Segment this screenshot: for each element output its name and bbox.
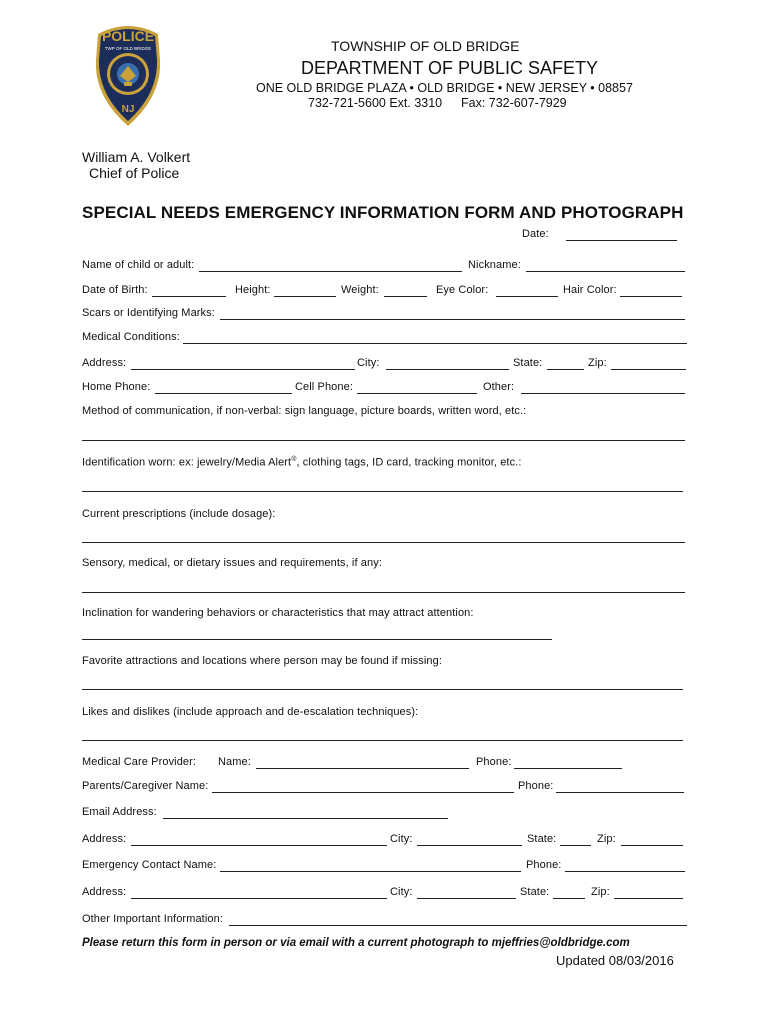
chief-name: William A. Volkert bbox=[82, 149, 191, 165]
address-2-field[interactable] bbox=[131, 845, 387, 846]
police-badge-logo bbox=[92, 20, 164, 128]
prescriptions-field[interactable] bbox=[82, 542, 685, 543]
state-2-field[interactable] bbox=[560, 845, 591, 846]
dob-field[interactable] bbox=[152, 296, 226, 297]
parents-field[interactable] bbox=[212, 792, 514, 793]
home-phone-field[interactable] bbox=[155, 393, 292, 394]
cell-phone-field[interactable] bbox=[357, 393, 477, 394]
date-label: Date: bbox=[522, 228, 549, 240]
zip-2-label: Zip: bbox=[597, 833, 616, 845]
prescriptions-label: Current prescriptions (include dosage): bbox=[82, 508, 276, 520]
parents-phone-label: Phone: bbox=[518, 780, 554, 792]
emergency-contact-label: Emergency Contact Name: bbox=[82, 859, 217, 871]
emergency-phone-field[interactable] bbox=[565, 871, 685, 872]
date-field[interactable] bbox=[566, 240, 677, 241]
address-2-label: Address: bbox=[82, 833, 127, 845]
zip-3-label: Zip: bbox=[591, 886, 610, 898]
zip-field[interactable] bbox=[611, 369, 686, 370]
nickname-label: Nickname: bbox=[468, 259, 521, 271]
address-field[interactable] bbox=[131, 369, 355, 370]
department-text: DEPARTMENT OF PUBLIC SAFETY bbox=[301, 58, 599, 78]
zip-2-field[interactable] bbox=[621, 845, 683, 846]
zip-3-field[interactable] bbox=[614, 898, 683, 899]
provider-phone-field[interactable] bbox=[514, 768, 622, 769]
email-label: Email Address: bbox=[82, 806, 157, 818]
badge-ring-text: TWP OF OLD BRIDGE bbox=[104, 46, 152, 51]
scars-field[interactable] bbox=[220, 319, 685, 320]
state-label: State: bbox=[513, 357, 543, 369]
provider-phone-label: Phone: bbox=[476, 756, 512, 768]
identification-field[interactable] bbox=[82, 491, 683, 492]
sensory-field[interactable] bbox=[82, 592, 685, 593]
city-field[interactable] bbox=[386, 369, 509, 370]
medical-conditions-label: Medical Conditions: bbox=[82, 331, 180, 343]
provider-name-label: Name: bbox=[218, 756, 251, 768]
identification-text-b: , clothing tags, ID card, tracking monitor, etc.: bbox=[296, 456, 522, 469]
email-field[interactable] bbox=[163, 818, 448, 819]
other-phone-label: Other: bbox=[483, 381, 515, 393]
zip-label: Zip: bbox=[588, 357, 607, 369]
department-heading bbox=[301, 58, 598, 79]
favorite-locations-label: Favorite attractions and locations where person may be found if missing: bbox=[82, 655, 442, 667]
township-heading bbox=[331, 38, 520, 54]
height-label: Height: bbox=[235, 284, 271, 296]
department-fax: Fax: 732-607-7929 bbox=[461, 96, 567, 110]
state-3-label: State: bbox=[520, 886, 550, 898]
other-phone-field[interactable] bbox=[521, 393, 685, 394]
provider-name-field[interactable] bbox=[256, 768, 469, 769]
sensory-label: Sensory, medical, or dietary issues and requirements, if any: bbox=[82, 557, 382, 569]
eye-color-field[interactable] bbox=[496, 296, 558, 297]
eye-color-label: Eye Color: bbox=[436, 284, 489, 296]
department-phone: 732-721-5600 Ext. 3310 bbox=[308, 96, 443, 110]
state-3-field[interactable] bbox=[553, 898, 585, 899]
form-title: SPECIAL NEEDS EMERGENCY INFORMATION FORM AND PHOTOGRAPH bbox=[82, 203, 684, 222]
state-2-label: State: bbox=[527, 833, 557, 845]
address-label: Address: bbox=[82, 357, 127, 369]
department-address: ONE OLD BRIDGE PLAZA • OLD BRIDGE • NEW JERSEY • 08857 bbox=[256, 81, 633, 95]
weight-field[interactable] bbox=[384, 296, 427, 297]
hair-color-label: Hair Color: bbox=[563, 284, 617, 296]
other-info-label: Other Important Information: bbox=[82, 913, 223, 925]
hair-color-field[interactable] bbox=[620, 296, 682, 297]
communication-field[interactable] bbox=[82, 440, 685, 441]
identification-text-a: Identification worn: ex: jewelry/Media Alert bbox=[82, 456, 292, 469]
other-info-field[interactable] bbox=[229, 925, 687, 926]
parents-label: Parents/Caregiver Name: bbox=[82, 780, 209, 792]
chief-title: Chief of Police bbox=[89, 165, 180, 181]
nickname-field[interactable] bbox=[526, 271, 685, 272]
address-3-label: Address: bbox=[82, 886, 127, 898]
parents-phone-field[interactable] bbox=[556, 792, 684, 793]
address-3-field[interactable] bbox=[131, 898, 387, 899]
city-3-field[interactable] bbox=[417, 898, 516, 899]
dob-label: Date of Birth: bbox=[82, 284, 148, 296]
scars-label: Scars or Identifying Marks: bbox=[82, 307, 215, 319]
wandering-label: Inclination for wandering behaviors or characteristics that may attract attention: bbox=[82, 607, 474, 619]
cell-phone-label: Cell Phone: bbox=[295, 381, 353, 393]
communication-label: Method of communication, if non-verbal: sign language, picture boards, written word, etc.: bbox=[82, 405, 527, 417]
city-label: City: bbox=[357, 357, 380, 369]
wandering-field[interactable] bbox=[82, 639, 552, 640]
badge-bottom-text: NJ bbox=[121, 104, 135, 115]
name-field[interactable] bbox=[199, 271, 462, 272]
badge-top-text: POLICE bbox=[101, 28, 155, 44]
city-2-label: City: bbox=[390, 833, 413, 845]
medical-conditions-field[interactable] bbox=[183, 343, 687, 344]
emergency-contact-field[interactable] bbox=[220, 871, 521, 872]
likes-dislikes-field[interactable] bbox=[82, 740, 683, 741]
city-2-field[interactable] bbox=[417, 845, 522, 846]
identification-label bbox=[82, 456, 521, 469]
weight-label: Weight: bbox=[341, 284, 379, 296]
provider-label: Medical Care Provider: bbox=[82, 756, 197, 768]
registered-mark: ® bbox=[291, 456, 297, 463]
likes-dislikes-label: Likes and dislikes (include approach and de-escalation techniques): bbox=[82, 706, 419, 718]
favorite-locations-field[interactable] bbox=[82, 689, 683, 690]
emergency-phone-label: Phone: bbox=[526, 859, 562, 871]
home-phone-label: Home Phone: bbox=[82, 381, 151, 393]
name-label: Name of child or adult: bbox=[82, 259, 195, 271]
city-3-label: City: bbox=[390, 886, 413, 898]
township-text: TOWNSHIP OF OLD BRIDGE bbox=[331, 38, 520, 54]
updated-date: Updated 08/03/2016 bbox=[556, 953, 674, 968]
state-field[interactable] bbox=[547, 369, 584, 370]
height-field[interactable] bbox=[274, 296, 336, 297]
return-instructions: Please return this form in person or via email with a current photograph to mjeffries@oldbridge.com bbox=[82, 937, 630, 949]
